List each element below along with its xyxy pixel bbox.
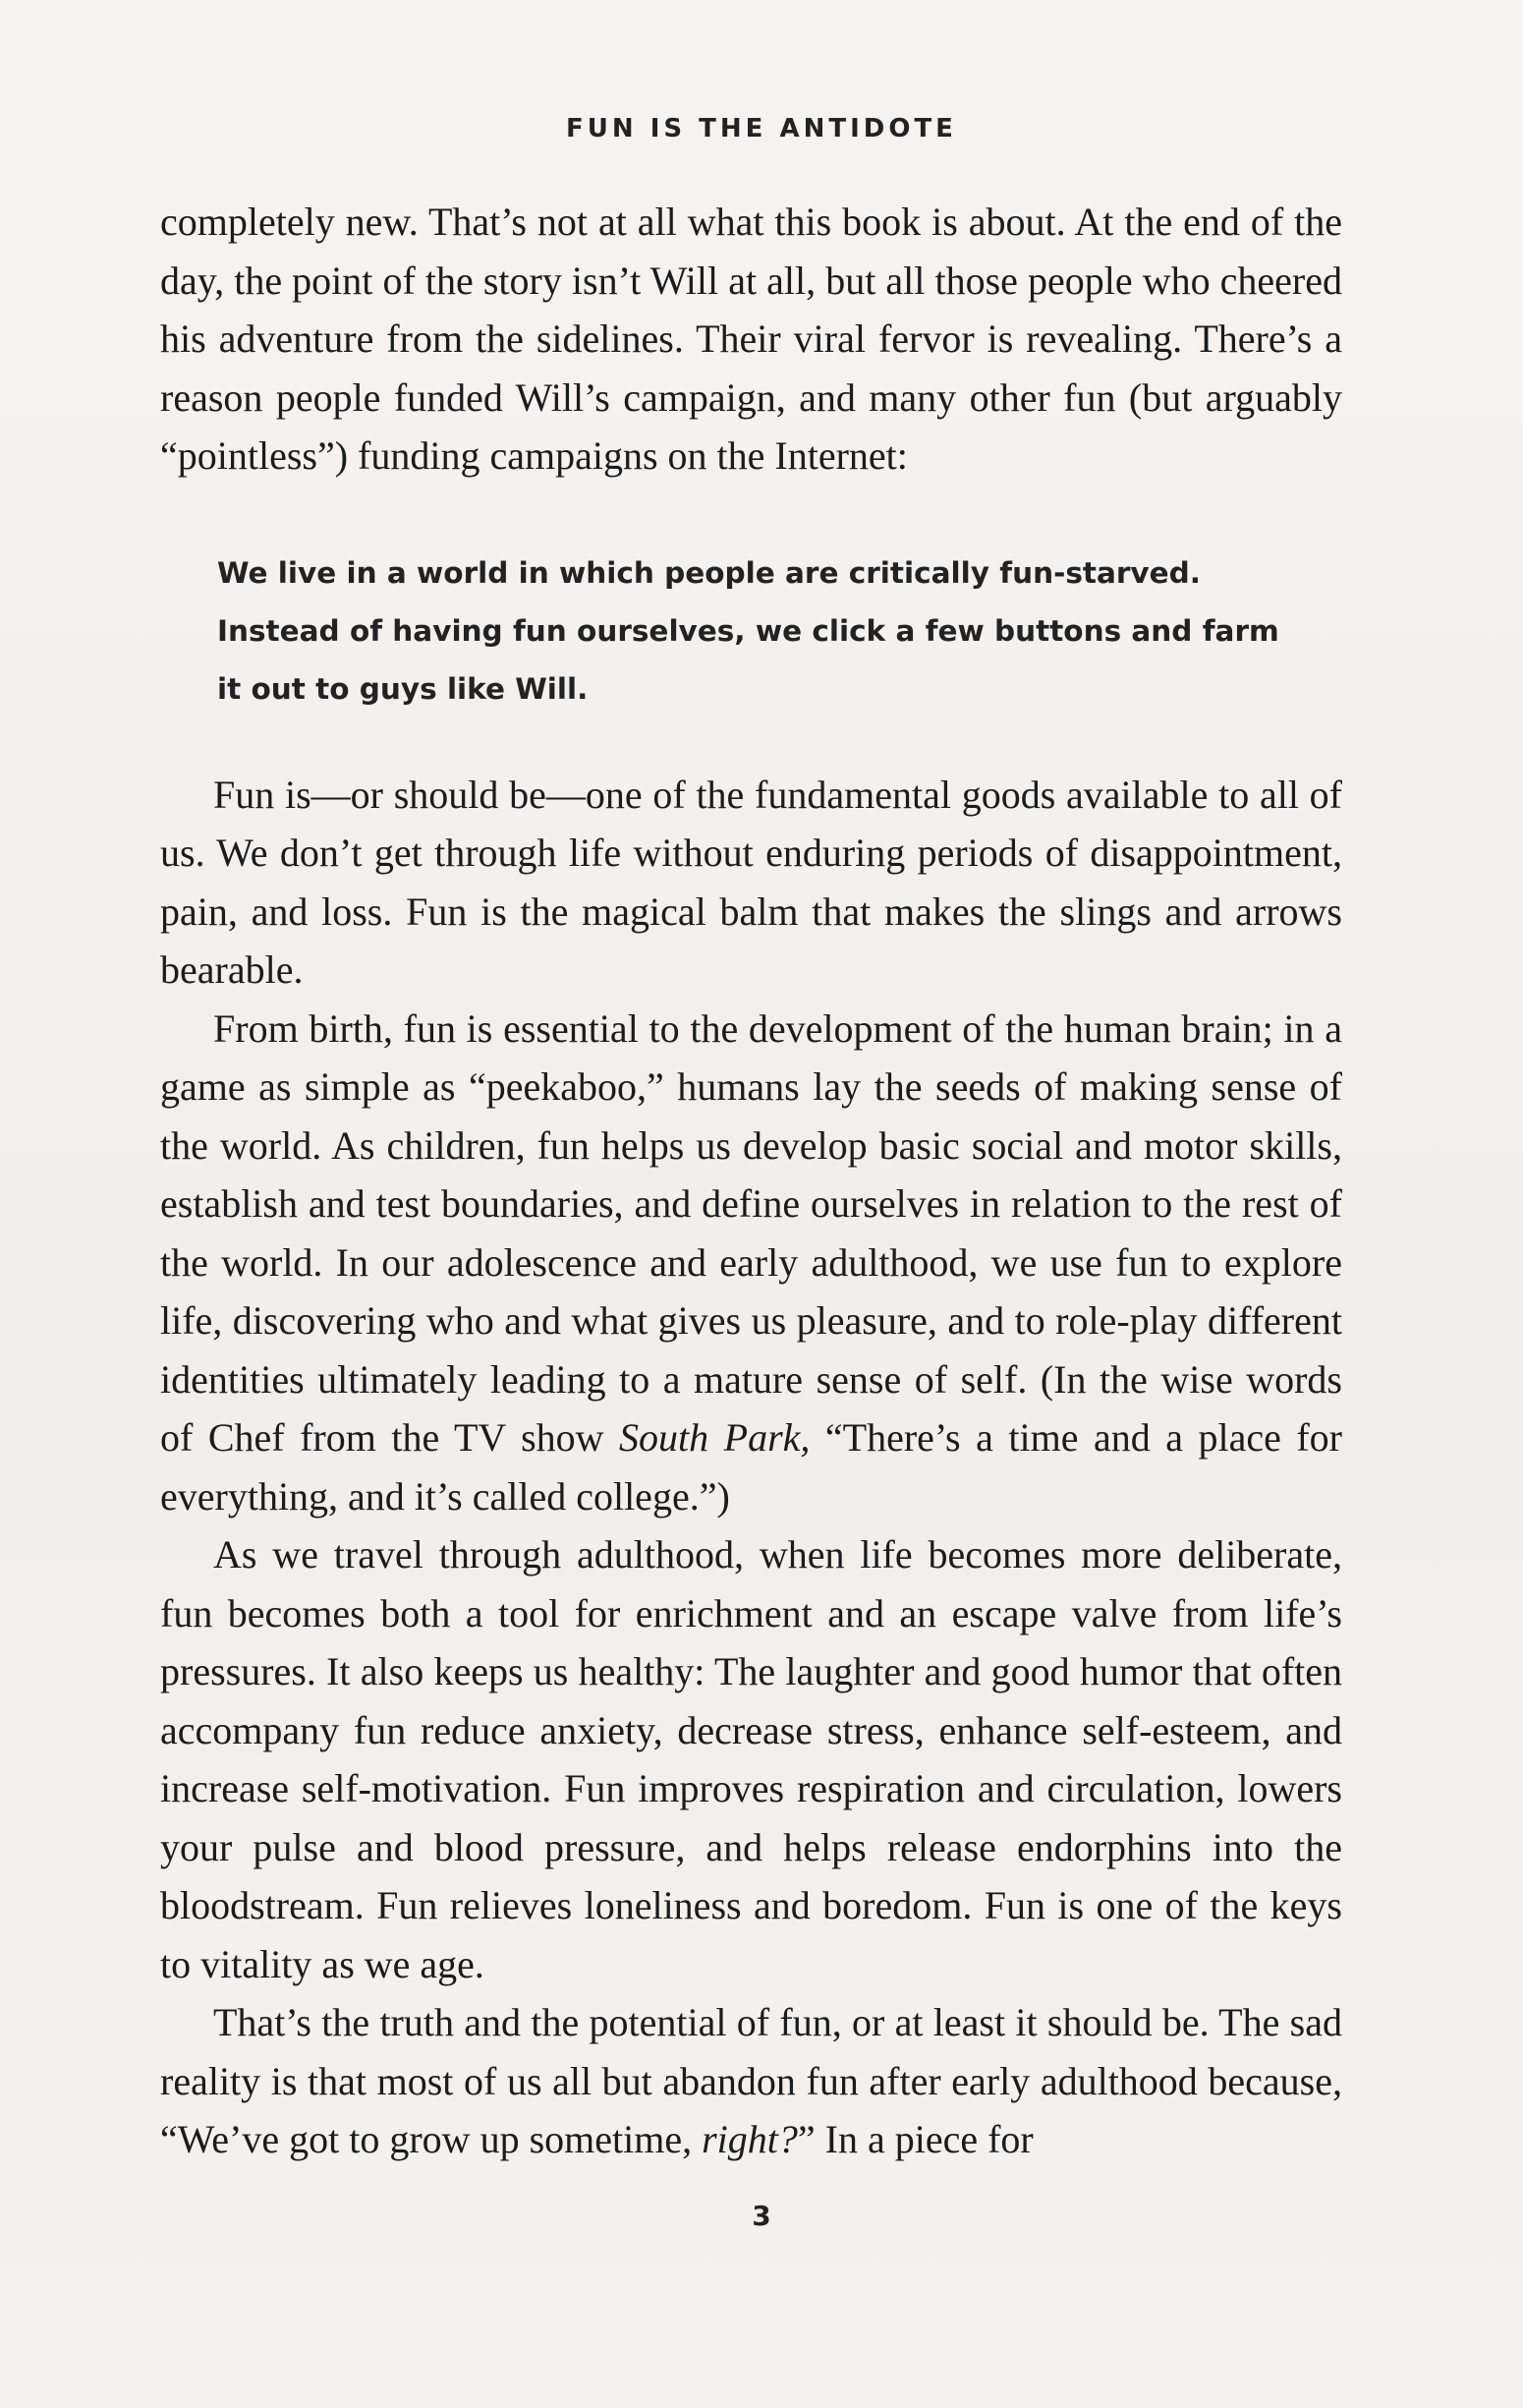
paragraph-truth — [160, 1993, 1342, 2169]
paragraph-from-birth-end: “There’s a time and a place for everything, and it’s called college.”) — [160, 1415, 1342, 1519]
paragraph-continued: completely new. That’s not at all what this book is about. At the end of the day, the point of the story isn’t Will at all, but all those people who cheered his adventure from the sidelines. Their viral fervor is revealing. There’s a reason people funded Will’s campaign, and many other fun (but arguably “pointless”) funding campaigns on the Internet: — [160, 200, 1342, 478]
show-title-italic: South Park, — [619, 1415, 811, 1460]
paragraph-adulthood: As we travel through adulthood, when life becomes more deliberate, fun becomes both a tool for enrichment and an escape valve from life’s pressures. It also keeps us healthy: The laughter and good humor that often accompany fun reduce anxiety, decrease stress, enhance self-esteem, and increase self-motivation. Fun improves respiration and circulation, lowers your pulse and blood pressure, and helps release endorphins into the bloodstream. Fun relieves loneliness and boredom. Fun is one of the keys to vitality as we age. — [160, 1532, 1342, 1986]
running-head: FUN IS THE ANTIDOTE — [566, 114, 957, 143]
right-italic: right? — [702, 2117, 798, 2161]
body-text — [160, 193, 1342, 2169]
paragraph-from-birth — [160, 1000, 1342, 1526]
paragraph-fun-is: Fun is—or should be—one of the fundamental goods available to all of us. We don’t get through life without enduring periods of disappointment, pain, and loss. Fun is the magical balm that makes the slings and arrows bearable. — [160, 772, 1342, 992]
paragraph-truth-end: ” In a piece for — [797, 2117, 1034, 2161]
callout-quote: We live in a world in which people are critically fun-starved. Instead of having fun ourselves, we click a few buttons and farm it out to guys like Will. — [217, 555, 1279, 706]
paragraph-from-birth-text: From birth, fun is essential to the development of the human brain; in a game as simple as “peekaboo,” humans lay the seeds of making sense of the world. As children, fun helps us develop basic social and motor skills, establish and test boundaries, and define ourselves in relation to the rest of the world. In our adolescence and early adulthood, we use fun to explore life, discovering who and what gives us pleasure, and to role-play different identities ultimately leading to a mature sense of self. (In the wise words of Chef from the TV show — [160, 1005, 1342, 1460]
paragraph-truth-text: That’s the truth and the potential of fun, or at least it should be. The sad reality is that most of us all but abandon fun after early adulthood because, “We’ve got to grow up sometime, — [160, 2000, 1342, 2161]
page-number: 3 — [752, 2200, 771, 2232]
